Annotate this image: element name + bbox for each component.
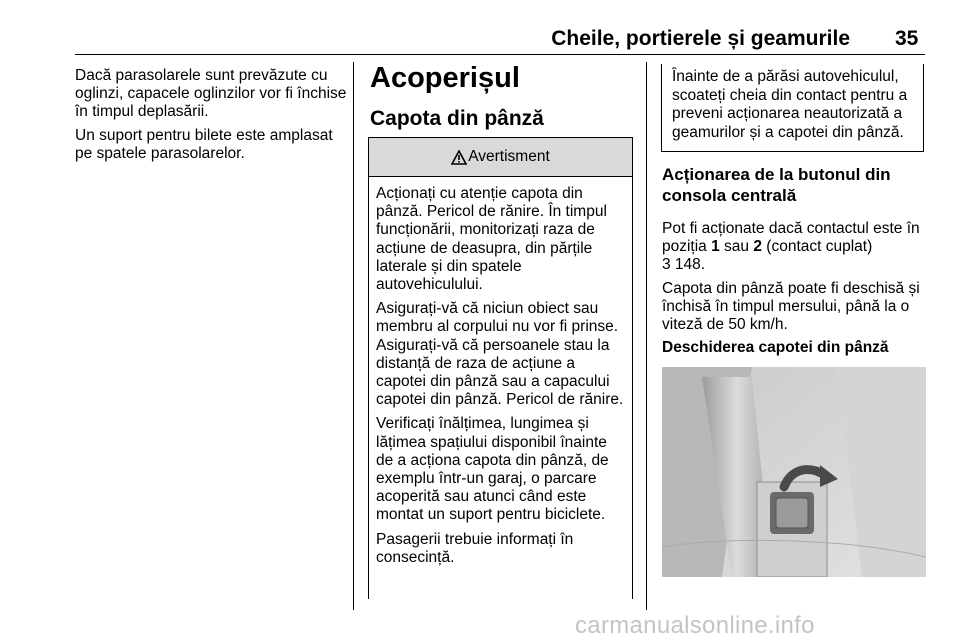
page-number: 35 [895, 27, 919, 50]
text-run: (contact cuplat) [761, 238, 873, 255]
paragraph: Capota din pânză poate fi deschisă și închisă în timpul mersului, până la o viteză de 50 km/h. [662, 280, 920, 333]
paragraph: Acționați cu atenție capota din pânză. Pericol de rănire. În timpul funcționării, monitorizați raza de acțiune de deasupra, din părțile laterale și din spatele autovehiculului. [376, 185, 607, 294]
console-button-photo [662, 367, 926, 577]
ignition-position-1: 1 [711, 238, 720, 255]
warning-box [368, 137, 633, 599]
warning-triangle-icon [451, 150, 467, 165]
section-heading: Acoperișul [370, 62, 520, 94]
paragraph: Asigurați-vă că niciun obiect sau membru al corpului nu vor fi prinse. Asigurați-vă că persoanele stau la distanță de raza de acțiune a capotei din pânză sau a capacului capotei din pânză. Pericol de rănire. [376, 300, 624, 409]
text-run: sau [719, 238, 754, 255]
subheading: Deschiderea capotei din pânză [662, 339, 889, 356]
page-header-title: Cheile, portierele și geamurile [551, 27, 850, 50]
page-reference: 3 148. [662, 256, 706, 273]
warning-header [369, 138, 632, 177]
section-heading: Acționarea de la butonul din consola centrală [662, 165, 891, 205]
header-rule [75, 54, 925, 55]
paragraph: Pasagerii trebuie informați în consecință. [376, 530, 574, 566]
watermark: carmanualsonline.info [575, 612, 815, 639]
ignition-position-2: 2 [753, 238, 762, 255]
section-subheading: Capota din pânză [370, 107, 544, 130]
column-divider-right [646, 62, 647, 610]
warning-body [369, 177, 632, 567]
left-column [75, 67, 347, 169]
note-box: Înainte de a părăsi autovehiculul, scoateți cheia din contact pentru a preveni acționarea neautorizată a geamurilor și a capotei din pânză. [661, 64, 924, 152]
text-run: Pot fi acționate dacă contactul este în poziția [662, 220, 920, 255]
paragraph [662, 220, 930, 274]
right-column-body [662, 220, 930, 340]
column-divider-left [353, 62, 354, 610]
warning-title: Avertisment [468, 148, 550, 165]
paragraph: Un suport pentru bilete este amplasat pe spatele parasolarelor. [75, 127, 333, 162]
paragraph: Verificați înălțimea, lungimea și lățimea spațiului disponibil înainte de a acționa capota din pânză, de exemplu într-un garaj, o parcare acoperită sau atunci când este montat un suport pentru biciclete. [376, 415, 609, 524]
paragraph: Dacă parasolarele sunt prevăzute cu oglinzi, capacele oglinzilor vor fi închise în timpul deplasării. [75, 67, 347, 120]
